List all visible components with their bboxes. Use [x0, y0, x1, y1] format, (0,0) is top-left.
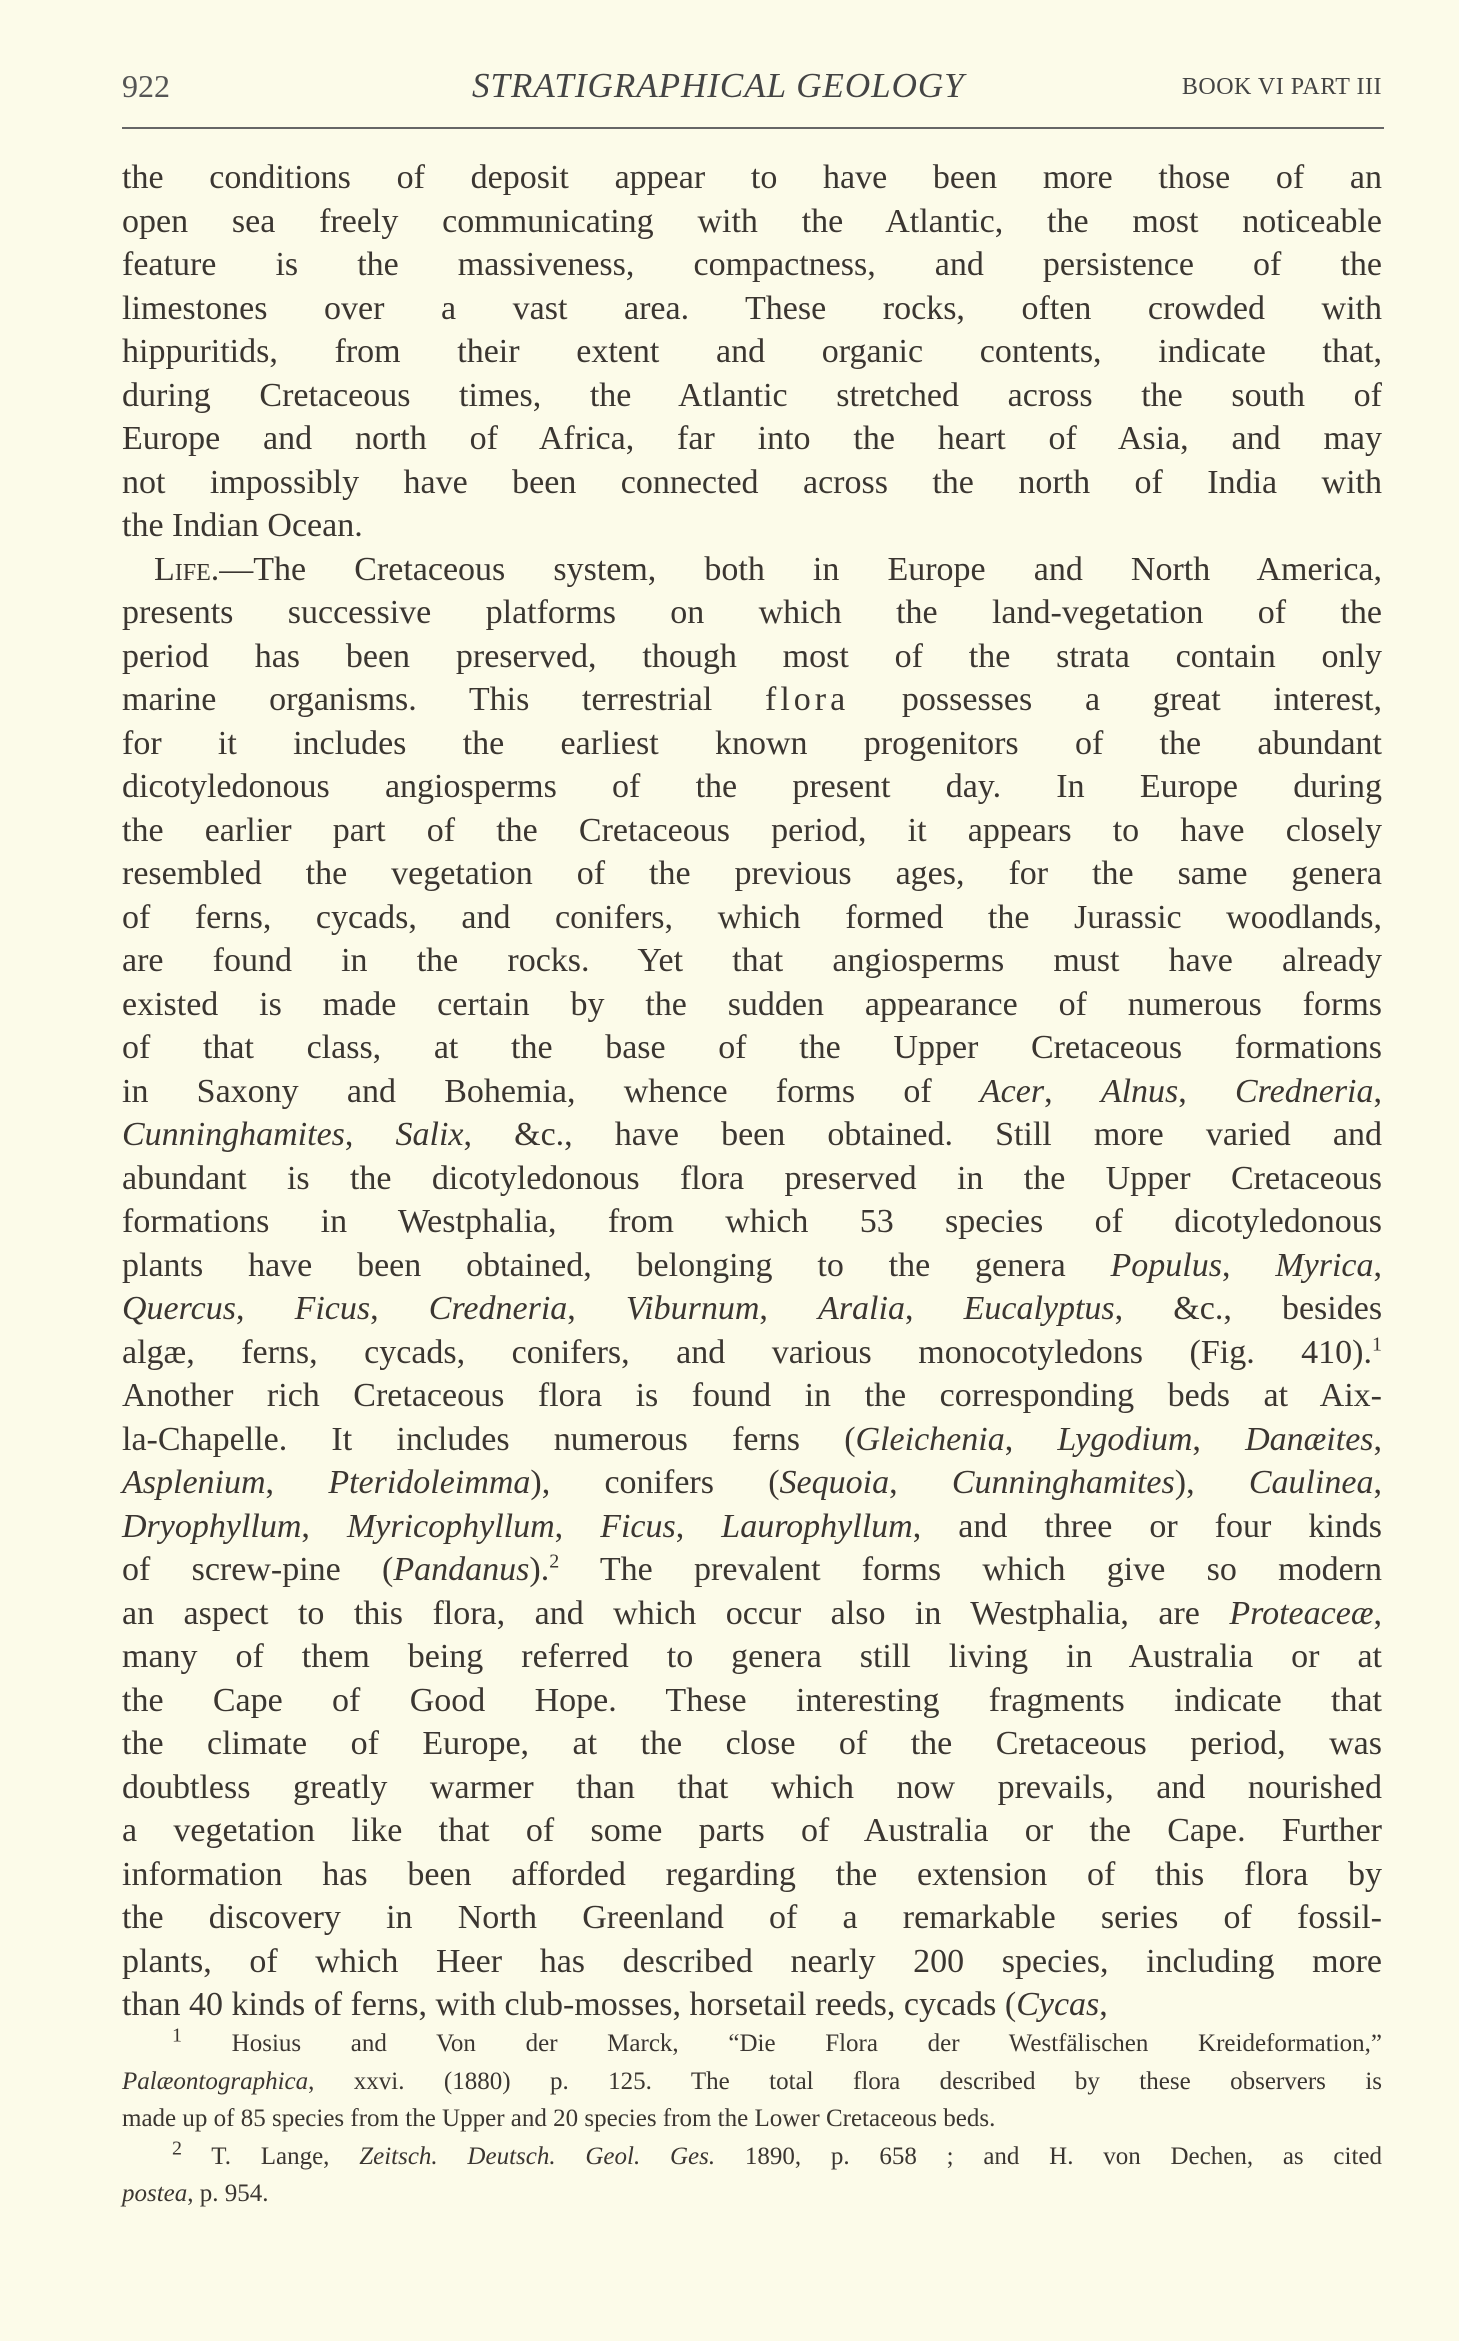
- footnote-line: [122, 2063, 1382, 2101]
- text-run: ,: [567, 1290, 626, 1327]
- text-run: , and three or four kinds: [912, 1507, 1383, 1545]
- italic-run: Alnus: [1100, 1072, 1179, 1110]
- text-line: [122, 1722, 1382, 1766]
- text-run: ,: [1099, 1986, 1108, 2023]
- italic-run: Acer: [979, 1072, 1045, 1110]
- text-run: The prevalent forms which give so modern: [559, 1551, 1382, 1588]
- text-line: [122, 1070, 1382, 1114]
- text-run: doubtless greatly warmer than that which now prevails, and nourished: [122, 1768, 1382, 1806]
- text-run: formations in Westphalia, from which 53 species of dicotyledonous: [122, 1203, 1382, 1240]
- italic-run: Dryophyllum: [122, 1507, 302, 1545]
- text-run: period has been preserved, though most of the strata contain only: [122, 637, 1382, 675]
- italic-run: Proteaceæ: [1229, 1594, 1374, 1632]
- text-line: [122, 330, 1382, 374]
- text-run: ,: [1178, 1072, 1235, 1110]
- text-line: [122, 504, 1382, 548]
- text-run: ,: [1373, 1464, 1383, 1501]
- italic-run: Laurophyllum: [721, 1507, 913, 1545]
- text-line: [122, 548, 1382, 592]
- text-run: abundant is the dicotyledonous flora preserved in the Upper Cretaceous: [122, 1159, 1382, 1197]
- text-run: the Cape of Good Hope. These interesting fragments indicate that: [122, 1681, 1382, 1719]
- text-run: marine organisms. This terrestrial: [122, 681, 765, 718]
- italic-run: Palæontographica: [122, 2067, 309, 2095]
- text-line: [122, 1809, 1382, 1853]
- text-run: , p. 954.: [187, 2180, 269, 2207]
- text-line: [122, 156, 1382, 200]
- text-run: plants, of which Heer has described nearly 200 species, including more: [122, 1942, 1382, 1980]
- footnote-marker: 2: [549, 1550, 560, 1573]
- text-run: ,: [301, 1507, 347, 1545]
- text-run: T. Lange,: [182, 2142, 360, 2170]
- italic-run: Myrica: [1275, 1246, 1374, 1284]
- italic-run: Gleichenia: [855, 1420, 1005, 1458]
- text-run: ,: [1221, 1246, 1276, 1284]
- italic-run: Zeitsch. Deutsch. Geol. Ges.: [359, 2142, 716, 2170]
- italic-run: Salix: [395, 1116, 464, 1153]
- text-line: [122, 374, 1382, 418]
- text-line: [122, 200, 1382, 244]
- text-run: presents successive platforms on which the land-vegetation of the: [122, 594, 1382, 631]
- text-line: [122, 939, 1382, 983]
- text-line: [122, 1026, 1382, 1070]
- text-line: [122, 1940, 1382, 1984]
- text-run: ,: [1373, 1594, 1382, 1632]
- text-line: [122, 591, 1382, 635]
- text-run: ), conifers (: [530, 1464, 780, 1501]
- text-line: [122, 1418, 1382, 1462]
- text-run: ,: [889, 1464, 952, 1501]
- text-line: [122, 1766, 1382, 1810]
- text-run: the Indian Ocean.: [122, 507, 363, 544]
- italic-run: Credneria: [428, 1290, 568, 1327]
- header-rule: [122, 127, 1384, 129]
- text-line: [122, 722, 1382, 766]
- text-run: ,: [554, 1507, 601, 1545]
- text-line: [122, 896, 1382, 940]
- text-run: many of them being referred to genera still living in Australia or at: [122, 1638, 1382, 1675]
- text-run: , &c., have been obtained. Still more varied and: [463, 1116, 1383, 1153]
- text-run: information has been afforded regarding the extension of this flora by: [122, 1855, 1382, 1893]
- text-line: [122, 1113, 1382, 1157]
- text-run: of screw-pine (: [122, 1551, 394, 1588]
- text-run: the climate of Europe, at the close of the Cretaceous period, was: [122, 1725, 1382, 1762]
- text-run: ,: [235, 1290, 295, 1327]
- text-line: [122, 417, 1382, 461]
- italic-run: Lygodium: [1057, 1420, 1193, 1458]
- footnote-marker: 1: [1372, 1333, 1382, 1356]
- italic-run: Pandanus: [393, 1551, 530, 1588]
- text-run: algæ, ferns, cycads, conifers, and various monocotyledons (Fig. 410).: [122, 1333, 1372, 1371]
- text-run: ,: [675, 1507, 722, 1545]
- italic-run: Myricophyllum: [346, 1507, 555, 1545]
- text-run: possesses a great interest,: [849, 681, 1382, 718]
- text-line: [122, 1679, 1382, 1723]
- text-run: during Cretaceous times, the Atlantic stretched across the south of: [122, 376, 1382, 414]
- text-run: an aspect to this flora, and which occur also in Westphalia, are: [122, 1594, 1230, 1632]
- text-run: a vegetation like that of some parts of Australia or the Cape. Further: [122, 1812, 1382, 1849]
- text-line: [122, 1592, 1382, 1636]
- text-run: in Saxony and Bohemia, whence forms of: [122, 1072, 980, 1110]
- running-title: STRATIGRAPHICAL GEOLOGY: [472, 66, 965, 105]
- footnote-line: [122, 2025, 1382, 2063]
- text-line: [122, 1853, 1382, 1897]
- footnote-line: [122, 2100, 1382, 2138]
- italic-run: Credneria: [1235, 1072, 1374, 1110]
- text-run: open sea freely communicating with the Atlantic, the most noticeable: [122, 202, 1382, 240]
- text-run: the discovery in North Greenland of a remarkable series of fossil-: [122, 1899, 1382, 1936]
- italic-run: Viburnum: [625, 1290, 760, 1327]
- page-number: 922: [122, 68, 170, 104]
- footnotes: [122, 2025, 1382, 2213]
- text-run: Hosius and Von der Marck, “Die Flora der Westfälischen Kreideformation,”: [182, 2030, 1382, 2057]
- text-line: [122, 243, 1382, 287]
- text-run: of ferns, cycads, and conifers, which formed the Jurassic woodlands,: [122, 898, 1382, 936]
- text-run: ,: [1373, 1420, 1383, 1458]
- text-line: [122, 852, 1382, 896]
- text-line: [122, 983, 1382, 1027]
- text-run: limestones over a vast area. These rocks, often crowded with: [122, 289, 1382, 327]
- text-line: [122, 1200, 1382, 1244]
- italic-run: Eucalyptus: [963, 1290, 1115, 1327]
- footnote-marker: 2: [172, 2137, 182, 2160]
- text-run: ,: [1373, 1072, 1383, 1110]
- text-run: Europe and north of Africa, far into the heart of Asia, and may: [122, 420, 1382, 457]
- text-run: ,: [1004, 1420, 1058, 1458]
- book-part: BOOK VI PART III: [1181, 74, 1382, 100]
- text-run: ,: [370, 1290, 429, 1327]
- italic-run: Ficus: [600, 1507, 676, 1545]
- text-run: , xxvi. (1880) p. 125. The total flora described by these observers is: [308, 2067, 1382, 2095]
- text-run: ,: [1373, 1246, 1383, 1284]
- text-run: are found in the rocks. Yet that angiosperms must have already: [122, 942, 1382, 979]
- text-line: [122, 1896, 1382, 1940]
- text-run: ,: [265, 1464, 329, 1501]
- italic-run: Cycas: [1016, 1986, 1100, 2023]
- text-line: [122, 1505, 1382, 1549]
- italic-run: Cunninghamites: [122, 1116, 345, 1153]
- text-line: [122, 1287, 1382, 1331]
- text-line: [122, 678, 1382, 722]
- italic-run: Populus: [1110, 1246, 1222, 1284]
- text-line: [122, 809, 1382, 853]
- text-run: existed is made certain by the sudden appearance of numerous forms: [122, 985, 1382, 1023]
- text-run: the conditions of deposit appear to have been more those of an: [122, 159, 1382, 196]
- text-run: hippuritids, from their extent and organic contents, indicate that,: [122, 333, 1382, 370]
- text-run: dicotyledonous angiosperms of the present day. In Europe during: [122, 768, 1382, 805]
- text-line: [122, 1461, 1382, 1505]
- italic-run: Ficus: [294, 1290, 371, 1327]
- text-line: [122, 635, 1382, 679]
- text-line: [122, 1983, 1382, 2027]
- text-run: 1890, p. 658 ; and H. von Dechen, as cited: [715, 2142, 1382, 2170]
- text-line: [122, 1331, 1382, 1375]
- text-run: not impossibly have been connected across the north of India with: [122, 463, 1382, 501]
- italic-run: Cunninghamites: [951, 1464, 1175, 1501]
- italic-run: Aralia: [818, 1290, 905, 1327]
- text-run: ,: [344, 1116, 396, 1153]
- text-run: made up of 85 species from the Upper and 20 species from the Lower Cretaceous beds.: [122, 2105, 996, 2132]
- text-run: resembled the vegetation of the previous ages, for the same genera: [122, 855, 1382, 892]
- text-line: [122, 1548, 1382, 1592]
- italic-run: Caulinea: [1248, 1464, 1374, 1501]
- text-run: ,: [904, 1290, 964, 1327]
- text-run: of that class, at the base of the Upper Cretaceous formations: [122, 1029, 1382, 1066]
- text-run: ,: [759, 1290, 819, 1327]
- text-run: , &c., besides: [1114, 1290, 1383, 1327]
- italic-run: Danæites: [1245, 1420, 1374, 1458]
- text-line: [122, 1244, 1382, 1288]
- body-text: [122, 156, 1382, 2027]
- text-line: [122, 461, 1382, 505]
- text-line: [122, 1157, 1382, 1201]
- text-line: [122, 765, 1382, 809]
- italic-run: Pteridoleimma: [328, 1464, 531, 1501]
- footnote-marker: 1: [172, 2024, 182, 2047]
- running-header: [122, 68, 1382, 108]
- footnote-line: [122, 2138, 1382, 2176]
- small-caps-run: Life: [154, 550, 211, 588]
- text-run: la-Chapelle. It includes numerous ferns (: [122, 1420, 856, 1458]
- text-run: ),: [1174, 1464, 1249, 1501]
- text-line: [122, 1635, 1382, 1679]
- text-run: feature is the massiveness, compactness, and persistence of the: [122, 246, 1382, 283]
- text-run: ,: [1192, 1420, 1246, 1458]
- text-run: the earlier part of the Cretaceous period, it appears to have closely: [122, 811, 1382, 849]
- italic-run: Sequoia: [779, 1464, 890, 1501]
- footnote-line: [122, 2175, 1382, 2213]
- text-line: [122, 287, 1382, 331]
- italic-run: postea: [122, 2180, 188, 2207]
- text-run: than 40 kinds of ferns, with club-mosses, horsetail reeds, cycads (: [122, 1986, 1017, 2023]
- text-run: .—The Cretaceous system, both in Europe and North America,: [210, 550, 1382, 588]
- italic-run: Asplenium: [122, 1464, 266, 1501]
- text-run: ,: [1044, 1072, 1101, 1110]
- text-run: Another rich Cretaceous flora is found in the corresponding beds at Aix-: [122, 1377, 1382, 1414]
- text-run: for it includes the earliest known progenitors of the abundant: [122, 724, 1382, 762]
- text-run: ).: [529, 1551, 550, 1588]
- text-run: plants have been obtained, belonging to the genera: [122, 1246, 1111, 1284]
- text-line: [122, 1374, 1382, 1418]
- spaced-run: flora: [765, 681, 850, 718]
- italic-run: Quercus: [122, 1290, 236, 1327]
